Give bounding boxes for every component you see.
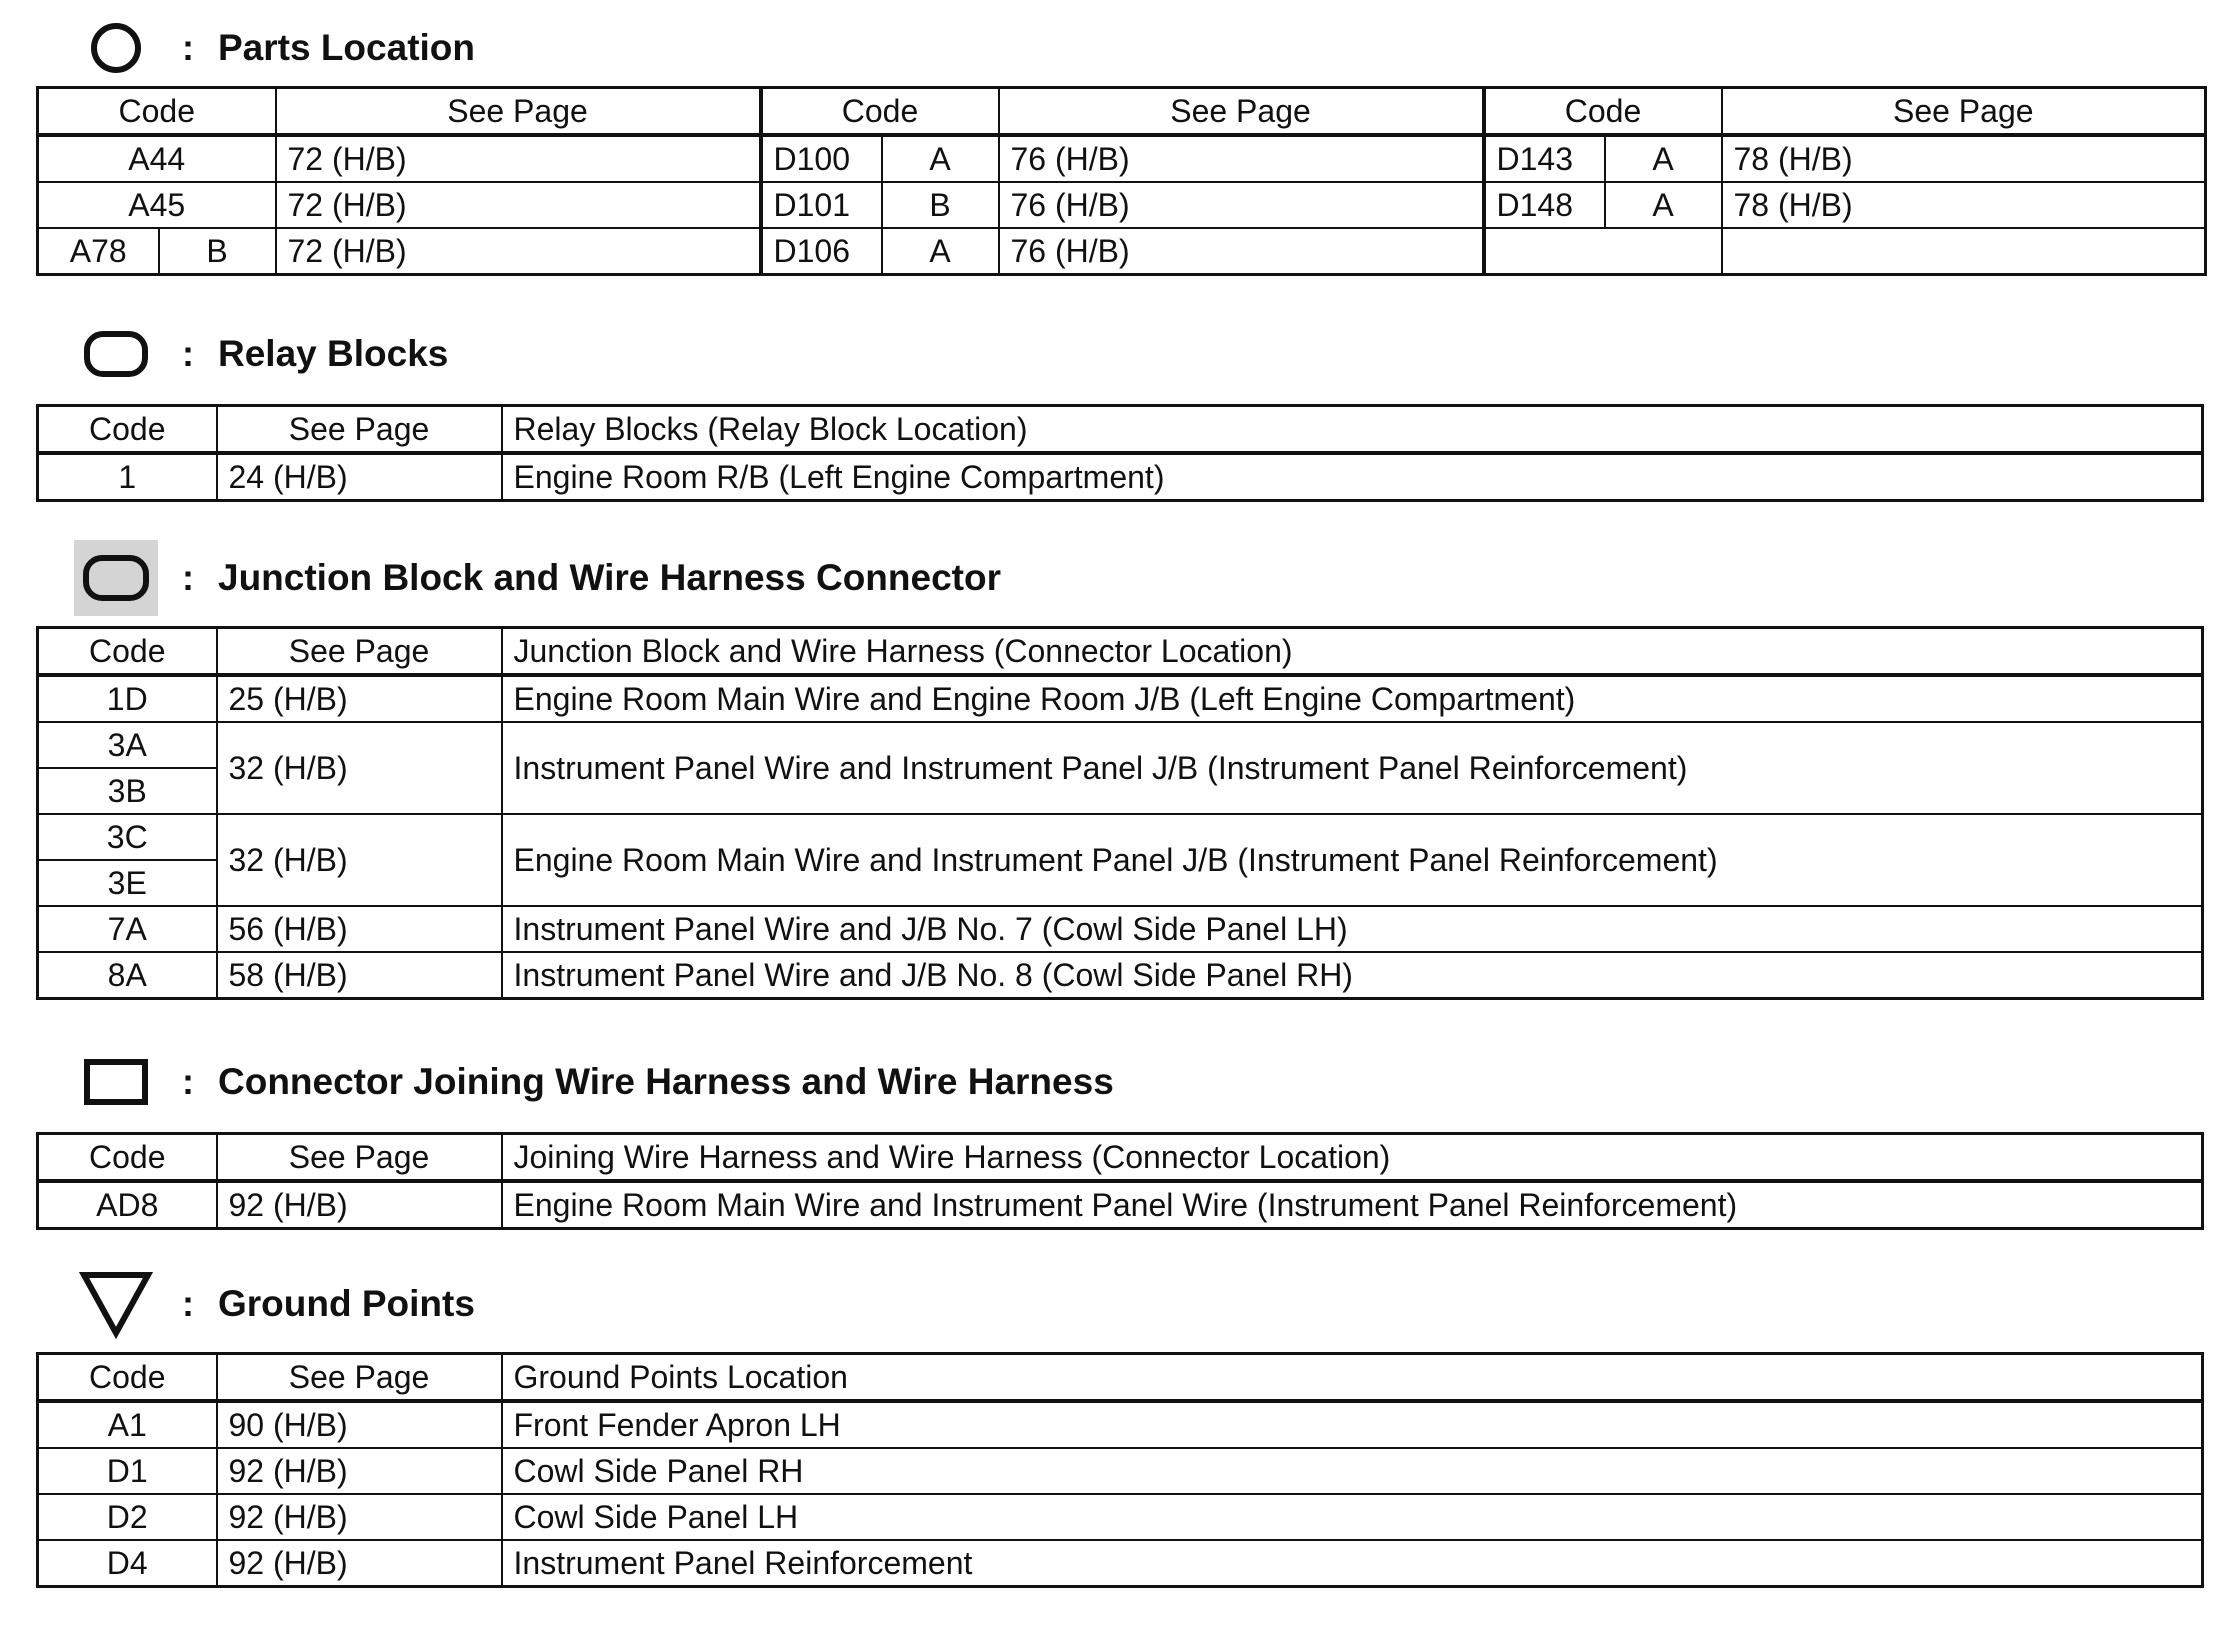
table-row bbox=[38, 228, 2206, 275]
colon: : bbox=[182, 1061, 194, 1102]
description-cell: Instrument Panel Wire and Instrument Panel J/B (Instrument Panel Reinforcement) bbox=[502, 722, 2203, 814]
triangle-down-icon bbox=[72, 1260, 160, 1348]
code-cell: 3C bbox=[38, 814, 217, 860]
table-row bbox=[38, 453, 2203, 501]
ground-points-heading bbox=[72, 1260, 475, 1348]
code-cell bbox=[1484, 228, 1722, 275]
table-row bbox=[38, 906, 2203, 952]
sub-code-cell: A bbox=[1605, 135, 1722, 182]
page-cell: 78 (H/B) bbox=[1722, 182, 2206, 228]
code-cell: AD8 bbox=[38, 1181, 217, 1229]
description-cell: Engine Room Main Wire and Instrument Panel Wire (Instrument Panel Reinforcement) bbox=[502, 1181, 2203, 1229]
sub-code-cell: A bbox=[882, 135, 999, 182]
page-cell: 72 (H/B) bbox=[276, 228, 761, 275]
rectangle-icon bbox=[72, 1038, 160, 1126]
sub-code-cell: A bbox=[882, 228, 999, 275]
page-cell: 25 (H/B) bbox=[217, 675, 502, 722]
section-title: Relay Blocks bbox=[218, 333, 449, 374]
page-cell: 92 (H/B) bbox=[217, 1540, 502, 1587]
table-row bbox=[38, 952, 2203, 999]
colon: : bbox=[182, 333, 194, 374]
header-code: Code bbox=[38, 88, 276, 136]
description-cell: Cowl Side Panel LH bbox=[502, 1494, 2203, 1540]
header-see-page: See Page bbox=[217, 406, 502, 454]
page-cell: 90 (H/B) bbox=[217, 1401, 502, 1448]
header-code: Code bbox=[38, 406, 217, 454]
ground-points-table bbox=[36, 1352, 2204, 1588]
circle-icon bbox=[72, 4, 160, 92]
page-cell: 24 (H/B) bbox=[217, 453, 502, 501]
colon: : bbox=[182, 1283, 194, 1324]
description-cell: Engine Room R/B (Left Engine Compartment) bbox=[502, 453, 2203, 501]
code-cell: D148 bbox=[1484, 182, 1605, 228]
table-header-row bbox=[38, 406, 2203, 454]
page-cell: 78 (H/B) bbox=[1722, 135, 2206, 182]
header-code: Code bbox=[761, 88, 999, 136]
table-header-row bbox=[38, 628, 2203, 676]
header-see-page: See Page bbox=[1722, 88, 2206, 136]
code-cell: 3E bbox=[38, 860, 217, 906]
section-title: Parts Location bbox=[218, 27, 475, 68]
rounded-rect-icon bbox=[72, 310, 160, 398]
table-header-row bbox=[38, 1134, 2203, 1182]
header-see-page: See Page bbox=[276, 88, 761, 136]
sub-code-cell: A bbox=[1605, 182, 1722, 228]
table-header-row bbox=[38, 1354, 2203, 1402]
header-code: Code bbox=[38, 1134, 217, 1182]
page-cell: 92 (H/B) bbox=[217, 1494, 502, 1540]
code-cell: D4 bbox=[38, 1540, 217, 1587]
header-see-page: See Page bbox=[999, 88, 1484, 136]
header-description: Joining Wire Harness and Wire Harness (Connector Location) bbox=[502, 1134, 2203, 1182]
description-cell: Instrument Panel Wire and J/B No. 8 (Cowl Side Panel RH) bbox=[502, 952, 2203, 999]
description-cell: Engine Room Main Wire and Instrument Panel J/B (Instrument Panel Reinforcement) bbox=[502, 814, 2203, 906]
page-cell: 32 (H/B) bbox=[217, 814, 502, 906]
table-row bbox=[38, 814, 2203, 860]
description-cell: Instrument Panel Reinforcement bbox=[502, 1540, 2203, 1587]
header-description: Relay Blocks (Relay Block Location) bbox=[502, 406, 2203, 454]
code-cell: D106 bbox=[761, 228, 882, 275]
code-cell: D100 bbox=[761, 135, 882, 182]
table-row bbox=[38, 1494, 2203, 1540]
header-code: Code bbox=[38, 628, 217, 676]
table-row bbox=[38, 675, 2203, 722]
page-cell: 72 (H/B) bbox=[276, 182, 761, 228]
table-row bbox=[38, 1540, 2203, 1587]
header-code: Code bbox=[1484, 88, 1722, 136]
code-cell: D2 bbox=[38, 1494, 217, 1540]
code-cell: D143 bbox=[1484, 135, 1605, 182]
page-cell: 58 (H/B) bbox=[217, 952, 502, 999]
code-cell: D101 bbox=[761, 182, 882, 228]
code-cell: 3B bbox=[38, 768, 217, 814]
code-cell: 7A bbox=[38, 906, 217, 952]
table-row bbox=[38, 1401, 2203, 1448]
code-cell: 8A bbox=[38, 952, 217, 999]
section-title: Ground Points bbox=[218, 1283, 475, 1324]
connector-joining-heading bbox=[72, 1038, 1114, 1126]
colon: : bbox=[182, 557, 194, 598]
header-code: Code bbox=[38, 1354, 217, 1402]
colon: : bbox=[182, 27, 194, 68]
shaded-rounded-rect-icon bbox=[72, 534, 160, 622]
code-cell: A78 bbox=[38, 228, 159, 275]
table-row bbox=[38, 722, 2203, 768]
page-cell: 92 (H/B) bbox=[217, 1448, 502, 1494]
code-cell: 3A bbox=[38, 722, 217, 768]
code-cell: A1 bbox=[38, 1401, 217, 1448]
code-cell: A44 bbox=[38, 135, 276, 182]
page-cell: 92 (H/B) bbox=[217, 1181, 502, 1229]
description-cell: Instrument Panel Wire and J/B No. 7 (Cowl Side Panel LH) bbox=[502, 906, 2203, 952]
code-cell: 1 bbox=[38, 453, 217, 501]
header-description: Ground Points Location bbox=[502, 1354, 2203, 1402]
page-cell bbox=[1722, 228, 2206, 275]
connector-joining-table bbox=[36, 1132, 2204, 1230]
description-cell: Engine Room Main Wire and Engine Room J/B (Left Engine Compartment) bbox=[502, 675, 2203, 722]
code-cell: 1D bbox=[38, 675, 217, 722]
header-see-page: See Page bbox=[217, 1354, 502, 1402]
table-row bbox=[38, 135, 2206, 182]
code-cell: A45 bbox=[38, 182, 276, 228]
table-header-row bbox=[38, 88, 2206, 136]
relay-blocks-heading bbox=[72, 310, 448, 398]
table-row bbox=[38, 182, 2206, 228]
parts-location-heading bbox=[72, 4, 475, 92]
relay-blocks-table bbox=[36, 404, 2204, 502]
parts-location-table bbox=[36, 86, 2207, 276]
section-title: Junction Block and Wire Harness Connector bbox=[218, 557, 1001, 598]
page-cell: 76 (H/B) bbox=[999, 135, 1484, 182]
header-see-page: See Page bbox=[217, 628, 502, 676]
page-cell: 56 (H/B) bbox=[217, 906, 502, 952]
junction-block-table bbox=[36, 626, 2204, 1000]
sub-code-cell: B bbox=[159, 228, 276, 275]
header-see-page: See Page bbox=[217, 1134, 502, 1182]
header-description: Junction Block and Wire Harness (Connector Location) bbox=[502, 628, 2203, 676]
table-row bbox=[38, 1448, 2203, 1494]
page-cell: 76 (H/B) bbox=[999, 228, 1484, 275]
description-cell: Front Fender Apron LH bbox=[502, 1401, 2203, 1448]
junction-block-heading bbox=[72, 534, 1001, 622]
page-cell: 72 (H/B) bbox=[276, 135, 761, 182]
code-cell: D1 bbox=[38, 1448, 217, 1494]
page-cell: 32 (H/B) bbox=[217, 722, 502, 814]
page-cell: 76 (H/B) bbox=[999, 182, 1484, 228]
section-title: Connector Joining Wire Harness and Wire Harness bbox=[218, 1061, 1114, 1102]
sub-code-cell: B bbox=[882, 182, 999, 228]
description-cell: Cowl Side Panel RH bbox=[502, 1448, 2203, 1494]
table-row bbox=[38, 1181, 2203, 1229]
